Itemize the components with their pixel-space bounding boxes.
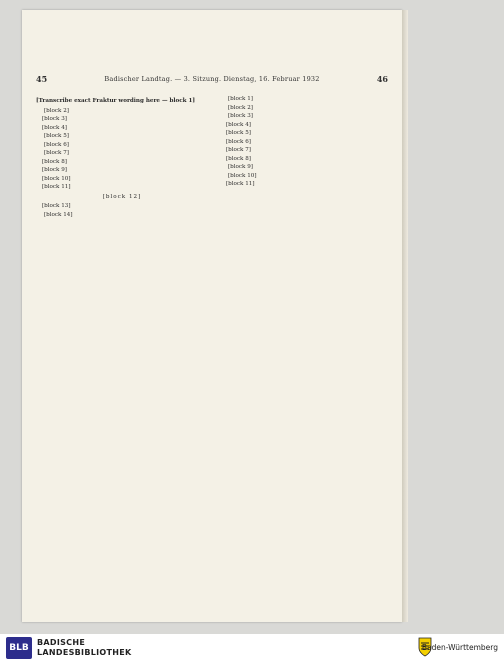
text-block: [block 14] [44,211,73,218]
left-column [36,96,208,604]
text-block: [block 10] [42,175,71,182]
library-name[interactable] [37,638,132,658]
text-block: [block 2] [44,107,69,114]
text-block: [block 8] [42,158,67,165]
running-head: Badischer Landtag. — 3. Sitzung. Dienstag, 16. Februar 1932 [104,75,320,83]
page-number-left: 45 [36,74,48,84]
text-block: [block 3] [42,116,67,122]
text-block: [block 6] [226,138,251,145]
text-block: [block 11] [42,184,71,190]
text-block: [block 8] [226,155,251,162]
blb-logo[interactable]: BLB [6,637,32,659]
region-name[interactable]: Baden-Württemberg [421,643,498,652]
page-header [36,74,388,86]
text-block: [block 7] [44,150,69,156]
text-block: [block 3] [228,113,253,119]
document-page [22,10,402,622]
library-footer [0,634,504,662]
text-block: [block 5] [226,130,251,136]
text-block: [block 4] [226,121,251,128]
text-block: [block 9] [228,164,253,170]
text-block: [block 7] [226,147,251,153]
text-block: [block 1] [228,96,253,102]
text-block: [block 12] [102,193,142,200]
text-block: [block 9] [42,167,67,173]
page-fold-edge [402,10,408,622]
text-block: [block 5] [44,133,69,139]
text-block: [block 6] [44,141,69,148]
library-name-line2: LANDESBIBLIOTHEK [37,648,132,657]
right-column [220,96,392,604]
text-block: [Transcribe exact Fraktur wording here — block 1] [36,98,196,104]
text-block: [block 4] [42,124,67,131]
text-block: [block 2] [228,104,253,111]
page-number-right: 46 [376,74,388,84]
text-block: [block 10] [228,172,257,179]
text-block: [block 11] [226,181,255,187]
text-block: [block 13] [42,203,71,209]
library-name-line1: BADISCHE [37,638,86,647]
